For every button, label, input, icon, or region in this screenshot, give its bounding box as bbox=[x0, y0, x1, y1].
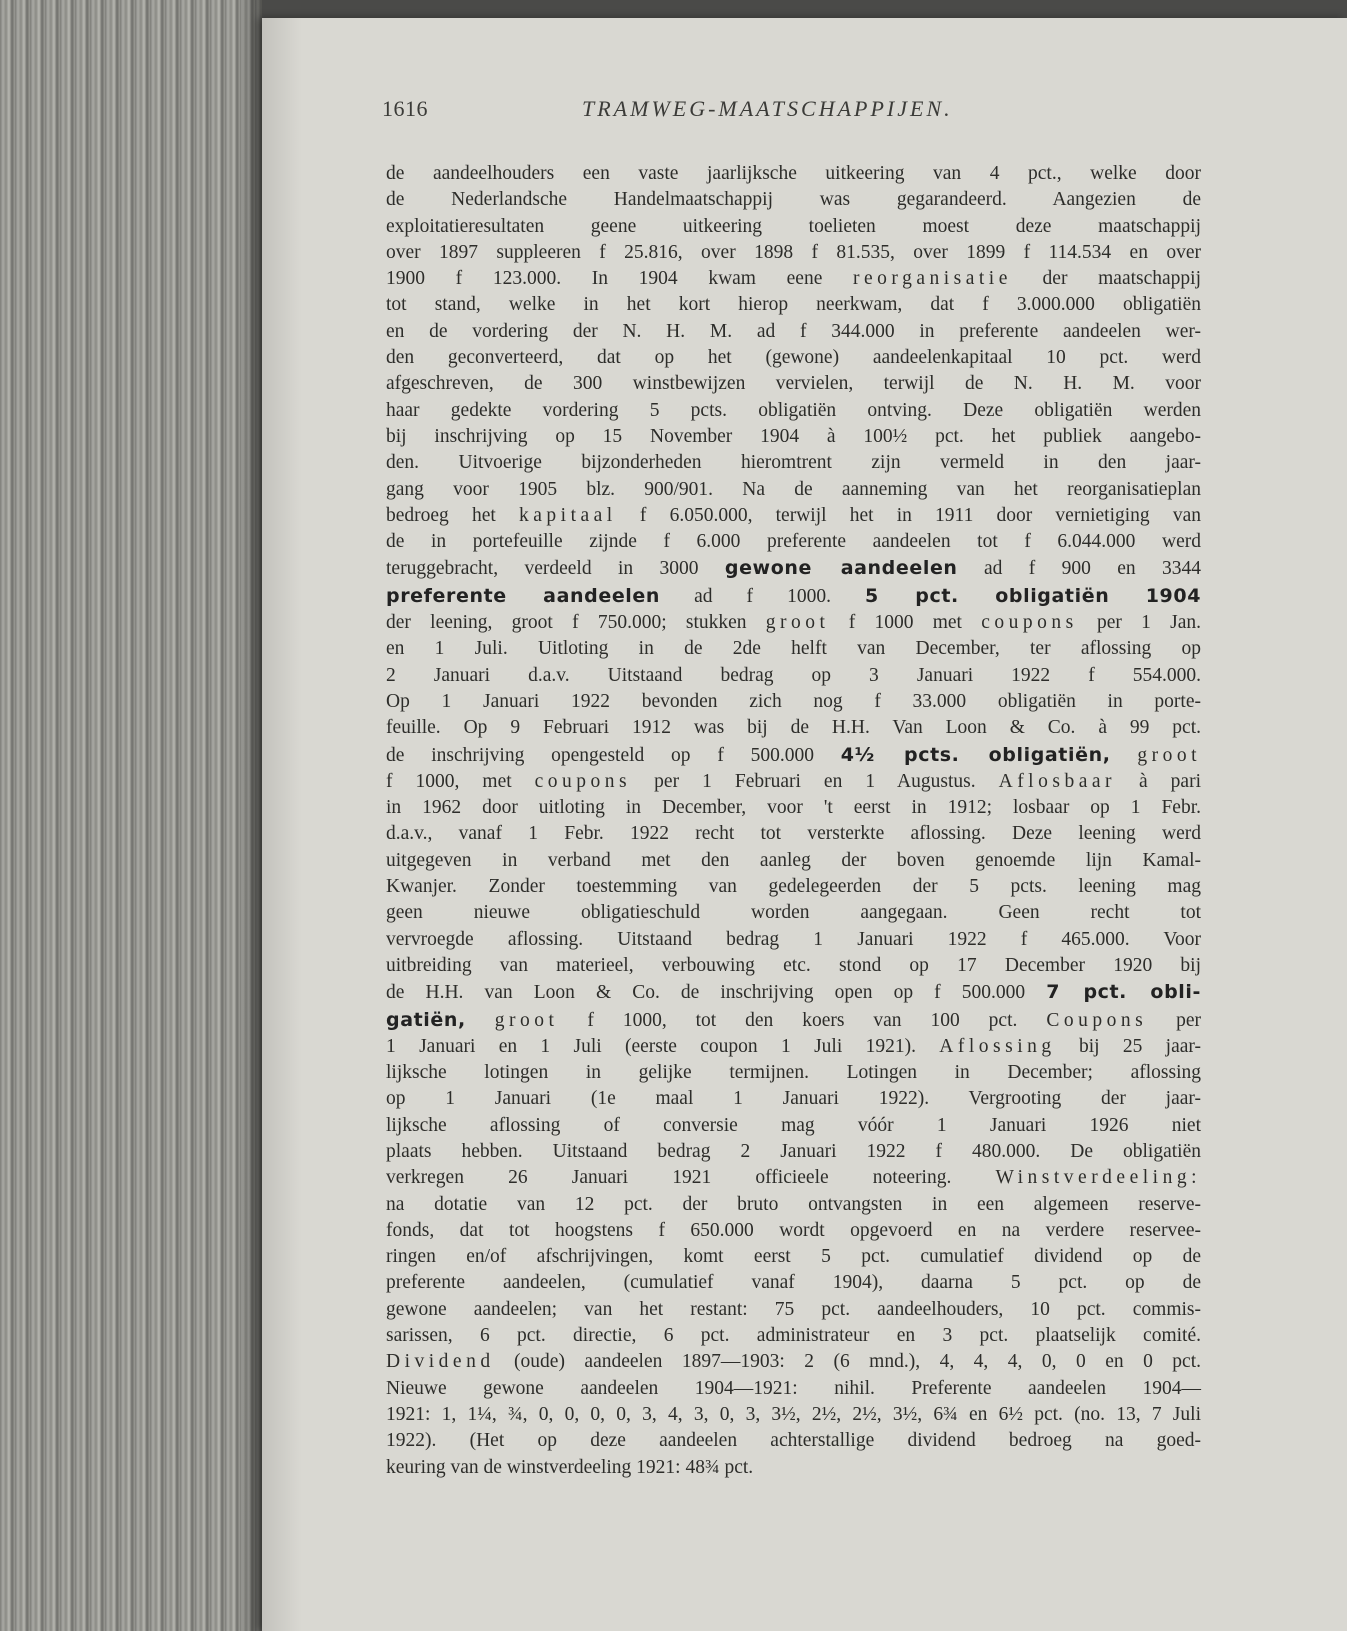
text-run: bij inschrijving op 15 November 1904 à 100½ pct. het publiek aangebo- bbox=[386, 425, 1201, 447]
text-line bbox=[386, 769, 1201, 795]
text-run: (oude) aandeelen 1897—1903: 2 (6 mnd.), 4, 4, 4, 0, 0 en 0 pct. bbox=[494, 1351, 1201, 1373]
text-run: teruggebracht, verdeeld in 3000 bbox=[386, 558, 725, 580]
text-run: per bbox=[1147, 1009, 1202, 1031]
text-line bbox=[386, 1349, 1201, 1375]
text-run: Op 1 Januari 1922 bevonden zich nog f 33.000 obligatiën in porte- bbox=[386, 690, 1201, 712]
text-line bbox=[386, 1192, 1201, 1218]
text-run: keuring van de winstverdeeling 1921: 48¾ pct. bbox=[386, 1456, 754, 1478]
text-run: 1922). (Het op deze aandeelen achterstallige dividend bedroeg na goed- bbox=[386, 1430, 1201, 1452]
text-run: uitgegeven in verband met den aanleg der boven genoemde lijn Kamal- bbox=[386, 849, 1201, 871]
spaced-term: groot bbox=[494, 1009, 559, 1031]
text-run bbox=[466, 1010, 495, 1031]
text-run: na dotatie van 12 pct. der bruto ontvangsten in een algemeen reserve- bbox=[386, 1193, 1201, 1215]
text-run: gewone aandeelen; van het restant: 75 pct. aandeelhouders, 10 pct. commis- bbox=[386, 1298, 1201, 1320]
text-line bbox=[386, 292, 1201, 318]
text-run: gang voor 1905 blz. 900/901. Na de aanneming van het reorganisatieplan bbox=[386, 478, 1201, 500]
text-line bbox=[386, 477, 1201, 503]
page-stack-edges bbox=[0, 0, 262, 1631]
bold-term: gatiën, bbox=[386, 1008, 466, 1031]
text-line bbox=[386, 214, 1201, 240]
text-run: d.a.v., vanaf 1 Febr. 1922 recht tot versterkte aflossing. Deze leening werd bbox=[386, 823, 1201, 845]
spaced-term: Coupons bbox=[1046, 1009, 1148, 1031]
text-line bbox=[386, 1165, 1201, 1191]
bold-term: 5 pct. obligatiën 1904 bbox=[865, 584, 1202, 607]
page-header bbox=[382, 96, 1082, 136]
text-line bbox=[386, 636, 1201, 662]
text-run: ad f 1000. bbox=[660, 585, 866, 607]
spaced-term: Aflosbaar bbox=[998, 770, 1116, 792]
text-line bbox=[386, 1323, 1201, 1349]
text-run: afgeschreven, de 300 winstbewijzen vervielen, terwijl de N. H. M. voor bbox=[386, 373, 1201, 395]
text-run: in 1962 door uitloting in December, voor 't eerst in 1912; losbaar op 1 Febr. bbox=[386, 797, 1201, 819]
text-line bbox=[386, 555, 1201, 582]
text-run: 1921: 1, 1¼, ¾, 0, 0, 0, 0, 3, 4, 3, 0, 3, 3½, 2½, 2½, 3½, 6¾ en 6½ pct. (no. 13, 7 Juli bbox=[386, 1403, 1201, 1425]
text-run: feuille. Op 9 Februari 1912 was bij de H.H. Van Loon & Co. à 99 pct. bbox=[386, 717, 1201, 739]
spaced-term: Winstverdeeling: bbox=[995, 1167, 1201, 1189]
text-line bbox=[386, 1428, 1201, 1454]
text-run: op 1 Januari (1e maal 1 Januari 1922). Vergrooting der jaar- bbox=[386, 1088, 1201, 1110]
bold-term: 7 pct. obli- bbox=[1046, 981, 1201, 1004]
text-line bbox=[386, 821, 1201, 847]
text-line bbox=[386, 319, 1201, 345]
text-run: per 1 Februari en 1 Augustus. bbox=[631, 770, 999, 792]
text-run: uitbreiding van materieel, verbouwing etc. stond op 17 December 1920 bij bbox=[386, 954, 1201, 976]
text-line bbox=[386, 900, 1201, 926]
text-line bbox=[386, 371, 1201, 397]
text-run: exploitatieresultaten geene uitkeering toelieten moest deze maatschappij bbox=[386, 215, 1201, 237]
text-run: en 1 Juli. Uitloting in de 2de helft van December, ter aflossing op bbox=[386, 638, 1201, 660]
text-line bbox=[386, 161, 1201, 187]
text-run: verkregen 26 Januari 1921 officieele noteering. bbox=[386, 1167, 996, 1189]
text-run: f 1000 met bbox=[829, 612, 982, 634]
text-run: der leening, groot f 750.000; stukken bbox=[386, 612, 766, 634]
text-line bbox=[386, 529, 1201, 555]
text-run: sarissen, 6 pct. directie, 6 pct. administrateur en 3 pct. plaatselijk comité. bbox=[386, 1325, 1201, 1347]
text-line bbox=[386, 1270, 1201, 1296]
text-run: f 6.050.000, terwijl het in 1911 door vernietiging van bbox=[616, 504, 1201, 526]
text-run bbox=[1111, 745, 1138, 766]
text-run: à pari bbox=[1116, 770, 1202, 792]
spaced-term: Aflossing bbox=[939, 1035, 1056, 1057]
page-number: 1616 bbox=[382, 96, 428, 121]
text-line bbox=[386, 424, 1201, 450]
text-line bbox=[386, 663, 1201, 689]
text-line bbox=[386, 874, 1201, 900]
text-line bbox=[386, 1218, 1201, 1244]
text-run: f 1000, met bbox=[386, 770, 535, 792]
text-line bbox=[386, 795, 1201, 821]
text-run: den. Uitvoerige bijzonderheden hieromtrent zijn vermeld in den jaar- bbox=[386, 452, 1201, 474]
text-run: de inschrijving opengesteld op f 500.000 bbox=[386, 744, 841, 766]
text-line bbox=[386, 689, 1201, 715]
text-run: de aandeelhouders een vaste jaarlijksche uitkeering van 4 pct., welke door bbox=[386, 163, 1201, 184]
text-line bbox=[386, 1113, 1201, 1139]
text-line bbox=[386, 398, 1201, 424]
text-line bbox=[386, 583, 1201, 610]
text-run: de in portefeuille zijnde f 6.000 preferente aandeelen tot f 6.044.000 werd bbox=[386, 531, 1201, 553]
text-run: preferente aandeelen, (cumulatief vanaf 1904), daarna 5 pct. op de bbox=[386, 1272, 1201, 1294]
spaced-term: groot bbox=[1137, 744, 1202, 766]
text-line bbox=[386, 1244, 1201, 1270]
text-run: ringen en/of afschrijvingen, komt eerst 5 pct. cumulatief dividend op de bbox=[386, 1246, 1201, 1268]
text-line bbox=[386, 266, 1201, 292]
text-run: de Nederlandsche Handelmaatschappij was gegarandeerd. Aangezien de bbox=[386, 189, 1201, 211]
text-line bbox=[386, 503, 1201, 529]
text-line bbox=[386, 742, 1201, 769]
text-line bbox=[386, 345, 1201, 371]
text-run: geen nieuwe obligatieschuld worden aangegaan. Geen recht tot bbox=[386, 902, 1201, 924]
text-line bbox=[386, 1402, 1201, 1428]
spaced-term: coupons bbox=[534, 770, 632, 792]
bold-term: 4½ pcts. obligatiën, bbox=[840, 743, 1111, 766]
text-line bbox=[386, 610, 1201, 636]
text-run: 1 Januari en 1 Juli (eerste coupon 1 Juli 1921). bbox=[386, 1035, 940, 1057]
text-run: haar gedekte vordering 5 pcts. obligatiën ontving. Deze obligatiën werden bbox=[386, 399, 1201, 421]
text-line bbox=[386, 927, 1201, 953]
text-line bbox=[386, 1376, 1201, 1402]
text-run: bedroeg het bbox=[386, 504, 519, 526]
spaced-term: groot bbox=[765, 612, 830, 634]
body-text bbox=[386, 161, 1201, 1481]
text-line bbox=[386, 1139, 1201, 1165]
spaced-term: coupons bbox=[981, 612, 1078, 634]
text-run: Nieuwe gewone aandeelen 1904—1921: nihil. Preferente aandeelen 1904— bbox=[386, 1377, 1201, 1399]
page bbox=[262, 18, 1347, 1631]
text-run: 2 Januari d.a.v. Uitstaand bedrag op 3 Januari 1922 f 554.000. bbox=[386, 664, 1201, 686]
bold-term: preferente aandeelen bbox=[386, 584, 661, 607]
text-line bbox=[386, 1086, 1201, 1112]
text-line bbox=[386, 1060, 1201, 1086]
text-line bbox=[386, 187, 1201, 213]
text-run: ad f 900 en 3344 bbox=[957, 558, 1201, 580]
text-run: fonds, dat tot hoogstens f 650.000 wordt opgevoerd en na verdere reservee- bbox=[386, 1219, 1201, 1241]
text-line bbox=[386, 1007, 1201, 1034]
text-run: tot stand, welke in het kort hierop neerkwam, dat f 3.000.000 obligatiën bbox=[386, 294, 1201, 316]
text-line bbox=[386, 1034, 1201, 1060]
text-run: f 1000, tot den koers van 100 pct. bbox=[558, 1009, 1047, 1031]
spaced-term: reorganisatie bbox=[853, 268, 1012, 290]
text-run: en de vordering der N. H. M. ad f 344.000 in preferente aandeelen wer- bbox=[386, 320, 1201, 342]
text-run: Kwanjer. Zonder toestemming van gedelegeerden der 5 pcts. leening mag bbox=[386, 876, 1201, 898]
spaced-term: kapitaal bbox=[519, 504, 617, 526]
text-line bbox=[386, 1297, 1201, 1323]
spaced-term: Dividend bbox=[386, 1351, 495, 1373]
text-run: der maatschappij bbox=[1011, 268, 1202, 290]
text-run: lijksche lotingen in gelijke termijnen. Lotingen in December; aflossing bbox=[386, 1062, 1201, 1084]
text-run: over 1897 suppleeren f 25.816, over 1898 f 81.535, over 1899 f 114.534 en over bbox=[386, 241, 1201, 263]
text-line bbox=[386, 715, 1201, 741]
text-run: de H.H. van Loon & Co. de inschrijving open op f 500.000 bbox=[386, 982, 1047, 1004]
text-run: 1900 f 123.000. In 1904 kwam eene bbox=[386, 268, 854, 290]
text-run: vervroegde aflossing. Uitstaand bedrag 1 Januari 1922 f 465.000. Voor bbox=[386, 928, 1201, 950]
text-run: lijksche aflossing of conversie mag vóór 1 Januari 1926 niet bbox=[386, 1114, 1201, 1136]
bold-term: gewone aandeelen bbox=[724, 557, 958, 580]
text-run: bij 25 jaar- bbox=[1055, 1035, 1202, 1057]
text-line bbox=[386, 979, 1201, 1006]
text-run: den geconverteerd, dat op het (gewone) aandeelenkapitaal 10 pct. werd bbox=[386, 347, 1201, 369]
text-line bbox=[386, 953, 1201, 979]
text-line bbox=[386, 848, 1201, 874]
text-run: plaats hebben. Uitstaand bedrag 2 Januari 1922 f 480.000. De obligatiën bbox=[386, 1140, 1201, 1162]
text-line bbox=[386, 450, 1201, 476]
running-title: TRAMWEG-MAATSCHAPPIJEN. bbox=[582, 96, 953, 121]
text-line bbox=[386, 1455, 1201, 1481]
text-line bbox=[386, 240, 1201, 266]
text-run: per 1 Jan. bbox=[1077, 612, 1201, 634]
